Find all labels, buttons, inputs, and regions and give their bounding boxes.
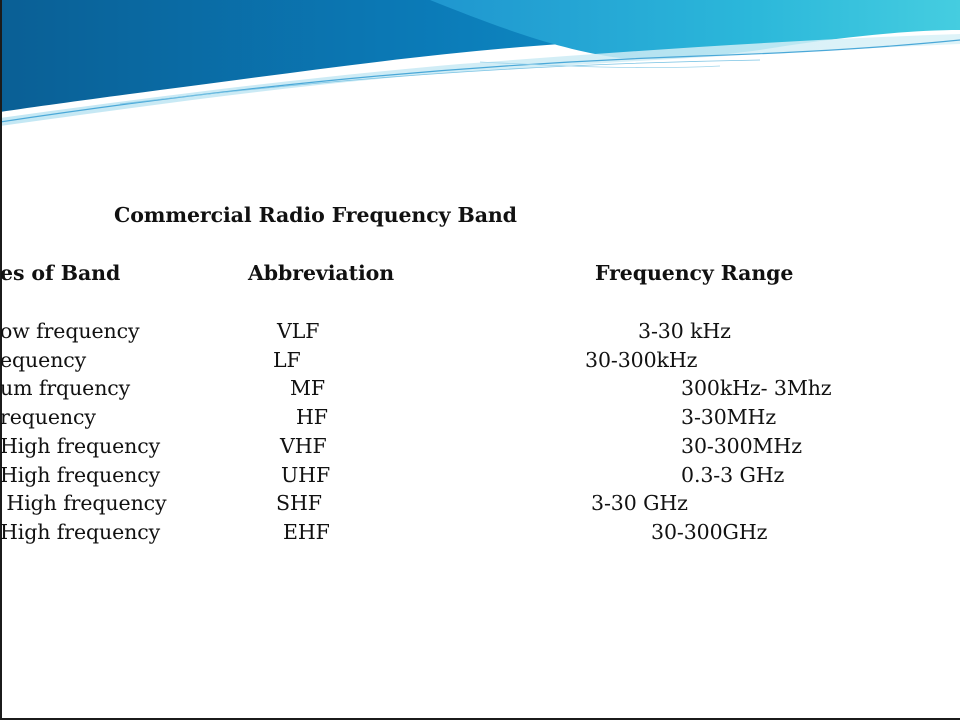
header-frequency-range: Frequency Range [595,261,794,285]
band-abbreviation: MF [290,376,326,400]
band-abbreviation: VHF [280,434,327,458]
band-range: 3-30 kHz [638,319,731,343]
header-abbreviation: Abbreviation [248,261,395,285]
band-range: 0.3-3 GHz [681,463,785,487]
slide-title: Commercial Radio Frequency Band [114,203,517,227]
band-range: 3-30MHz [681,405,777,429]
band-abbreviation: LF [273,348,301,372]
band-abbreviation: VLF [277,319,320,343]
band-abbreviation: SHF [276,491,322,515]
band-range: 30-300GHz [651,520,768,544]
band-name: High frequency [0,463,161,487]
band-range: 3-30 GHz [591,491,688,515]
band-abbreviation: UHF [281,463,331,487]
band-name: um frquency [0,376,131,400]
band-abbreviation: EHF [283,520,330,544]
wave-banner [0,0,960,130]
band-name: equency [0,348,87,372]
band-range: 300kHz- 3Mhz [681,376,832,400]
band-range: 30-300MHz [681,434,802,458]
band-name: ow frequency [0,319,140,343]
band-name: High frequency [0,434,161,458]
band-name: requency [0,405,96,429]
band-name: High frequency [0,491,167,515]
band-range: 30-300kHz [585,348,698,372]
header-band-name: es of Band [0,261,121,285]
band-name: High frequency [0,520,161,544]
band-abbreviation: HF [296,405,328,429]
